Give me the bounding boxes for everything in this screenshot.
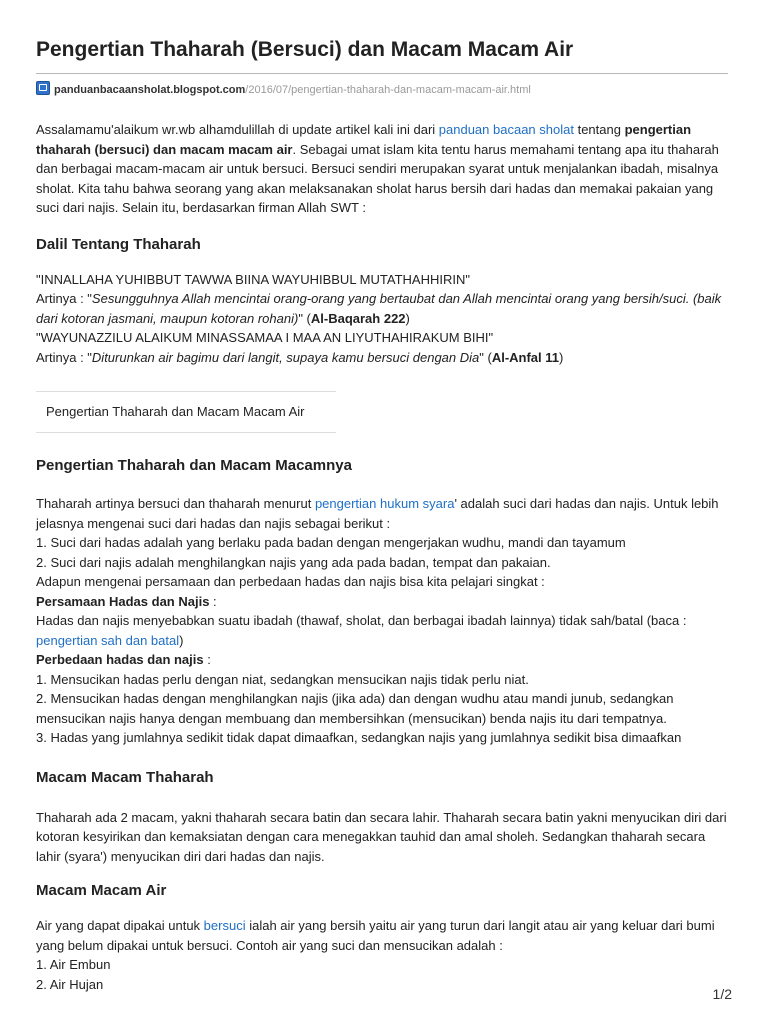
title-divider	[36, 73, 728, 74]
macam-air-intro: Air yang dapat dipakai untuk bersuci ialah air yang bersih yaitu air yang turun dari langit atau air yang keluar dari bumi yang belum dipakai untuk bersuci. Contoh air yang suci dan mensucikan adalah :	[36, 918, 715, 953]
article	[36, 34, 728, 994]
meaning-1: Artinya : "Sesungguhnya Allah mencintai orang-orang yang bertaubat dan Allah mencintai orang yang bersih/suci. (baik dari kotoran jasmani, maupun kotoran rohani)" (Al-Baqarah 222)	[36, 291, 722, 326]
source-url[interactable]	[36, 81, 728, 97]
page-number: 1/2	[712, 986, 732, 1002]
pengertian-intro: Thaharah artinya bersuci dan thaharah menurut pengertian hukum syara' adalah suci dari hadas dan najis. Untuk lebih jelasnya mengenai suci dari hadas dan najis sebagai berikut :	[36, 496, 719, 531]
blogger-icon	[36, 81, 50, 95]
pengertian-line: Adapun mengenai persamaan dan perbedaan hadas dan najis bisa kita pelajari singkat :	[36, 574, 545, 589]
intro-paragraph: Assalamamu'alaikum wr.wb alhamdulillah di update artikel kali ini dari panduan bacaan sholat tentang pengertian thaharah (bersuci) dan macam macam air. Sebagai umat islam kita tentu harus memahami tentang apa itu thaharah dan berbagai macam-macam air untuk bersuci. Bersuci sendiri merupakan syarat untuk menjalankan ibadah, misalnya sholat. Kita tahu bahwa seorang yang akan melaksanakan sholat harus bersih dari hadas dan memakai pakaian yang suci dari najis. Selain itu, berdasarkan firman Allah SWT :	[36, 122, 719, 215]
link-panduan-bacaan-sholat[interactable]: panduan bacaan sholat	[438, 122, 574, 137]
heading-macam-thaharah: Macam Macam Thaharah	[36, 768, 214, 786]
macam-thaharah-paragraph: Thaharah ada 2 macam, yakni thaharah secara batin dan secara lahir. Thaharah secara batin yakni menyucikan diri dari kotoran kesyirikan dan kemaksiatan dengan cara menegakkan tauhid dan amal sholeh. Sedangkan thaharah secara lahir (syara') menyucikan diri dari hadas dan najis.	[36, 809, 727, 864]
list-item: 2. Air Hujan	[36, 976, 104, 992]
page-title: Pengertian Thaharah (Bersuci) dan Macam Macam Air	[36, 38, 574, 61]
verse-2: "WAYUNAZZILU ALAIKUM MINASSAMAA I MAA AN LIYUTHAHIRAKUM BIHI"	[36, 330, 494, 345]
source-path[interactable]: /2016/07/pengertian-thaharah-dan-macam-macam-air.html	[245, 84, 531, 96]
list-item: 1. Suci dari hadas adalah yang berlaku pada badan dengan mengerjakan wudhu, mandi dan tayamum	[36, 535, 626, 550]
list-item: 3. Hadas yang jumlahnya sedikit tidak dapat dimaafkan, sedangkan najis yang jumlahnya sedikit bisa dimaafkan	[36, 730, 682, 745]
macam-air-section	[36, 916, 728, 994]
dalil-block	[36, 270, 728, 368]
perbedaan-label: Perbedaan hadas dan najis :	[36, 652, 211, 667]
ref-al-baqarah: Al-Baqarah 222	[310, 310, 406, 326]
related-article-box[interactable]	[36, 391, 336, 433]
persamaan-text: Hadas dan najis menyebabkan suatu ibadah (thawaf, sholat, dan berbagai ibadah lainnya) tidak sah/batal (baca : pengertian sah dan batal)	[36, 613, 687, 648]
link-pengertian-sah-dan-batal[interactable]: pengertian sah dan batal	[36, 632, 180, 648]
link-bersuci[interactable]: bersuci	[203, 918, 246, 933]
link-pengertian-hukum-syara[interactable]: pengertian hukum syara	[314, 496, 455, 511]
persamaan-label: Persamaan Hadas dan Najis :	[36, 593, 217, 609]
related-article-label[interactable]: Pengertian Thaharah dan Macam Macam Air	[46, 404, 305, 419]
heading-macam-air: Macam Macam Air	[36, 882, 167, 899]
verse-1: "INNALLAHA YUHIBBUT TAWWA BIINA WAYUHIBBUL MUTATHAHHIRIN"	[36, 271, 470, 287]
list-item: 1. Mensucikan hadas perlu dengan niat, sedangkan mensucikan najis tidak perlu niat.	[36, 671, 529, 687]
pengertian-section	[36, 494, 728, 748]
list-item: 2. Mensucikan hadas dengan menghilangkan najis (jika ada) dan dengan wudhu atau mandi junub, sedangkan mensucikan najis hanya dengan membuang dan membersihkan (mensucikan) benda najis itu dari tempatnya.	[36, 691, 674, 726]
heading-pengertian: Pengertian Thaharah dan Macam Macamnya	[36, 457, 352, 474]
list-item: 2. Suci dari najis adalah menghilangkan najis yang ada pada badan, tempat dan pakaian.	[36, 554, 551, 570]
source-domain[interactable]: panduanbacaansholat.blogspot.com	[54, 84, 246, 96]
ref-al-anfal: Al-Anfal 11	[491, 349, 559, 365]
meaning-2: Artinya : "Diturunkan air bagimu dari langit, supaya kamu bersuci dengan Dia" (Al-Anfal 11)	[36, 349, 564, 365]
heading-dalil: Dalil Tentang Thaharah	[36, 235, 201, 253]
list-item: 1. Air Embun	[36, 957, 111, 972]
